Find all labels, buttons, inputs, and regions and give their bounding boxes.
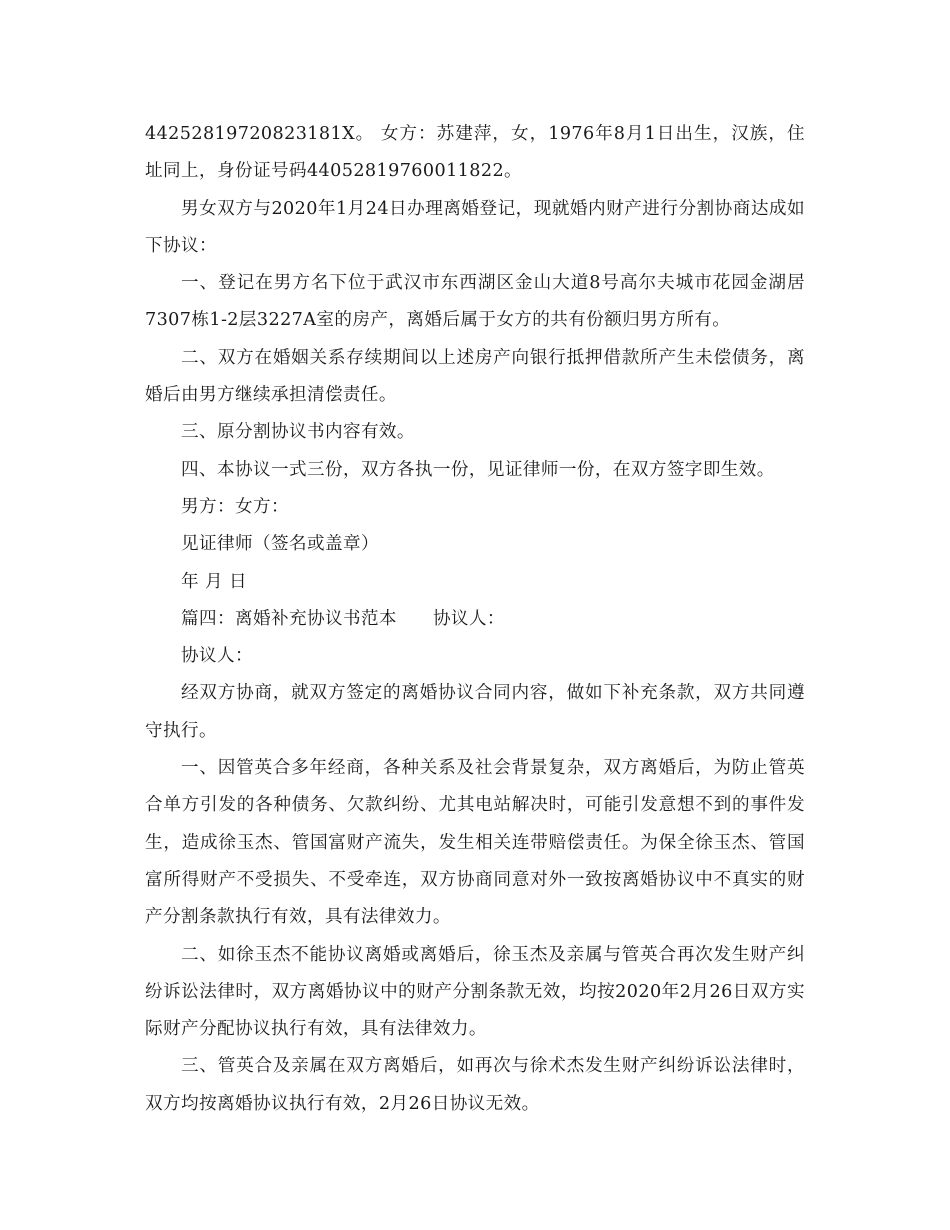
party-line: 协议人： (181, 646, 253, 667)
paragraph-clause-1: 一、登记在男方名下位于武汉市东西湖区金山大道8号高尔夫城市花园金湖居7307栋1-2层3227A室的房产，离婚后属于女方的共有份额归男方所有。 (145, 273, 805, 331)
paragraph-clause-4: 四、本协议一式三份，双方各执一份，见证律师一份，在双方签字即生效。 (181, 459, 775, 480)
paragraph-supplement-clause-1: 一、因管英合多年经商，各种关系及社会背景复杂，双方离婚后，为防止管英合单方引发的各种债务、欠款纠纷、尤其电站解决时，可能引发意想不到的事件发生，造成徐玉杰、管国富财产流失，发生相关连带赔偿责任。为保全徐玉杰、管国富所得财产不受损失、不受牵连，双方协商同意对外一致按离婚协议中不真实的财产分割条款执行有效，具有法律效力。 (145, 758, 805, 928)
paragraph-supplement-intro: 经双方协商，就双方签定的离婚协议合同内容，做如下补充条款，双方共同遵守执行。 (145, 683, 805, 741)
section-heading-part-four (145, 601, 805, 638)
paragraph-clause-3: 三、原分割协议书内容有效。 (181, 422, 415, 443)
paragraph-supplement-clause-2: 二、如徐玉杰不能协议离婚或离婚后，徐玉杰及亲属与管英合再次发生财产纠纷诉讼法律时，双方离婚协议中的财产分割条款无效，均按2020年2月26日双方实际财产分配协议执行有效，具有法律效力。 (145, 944, 805, 1040)
paragraph-supplement-clause-3: 三、管英合及亲属在双方离婚后，如再次与徐术杰发生财产纠纷诉讼法律时，双方均按离婚协议执行有效，2月26日协议无效。 (145, 1056, 805, 1114)
signature-witness-lawyer: 见证律师（签名或盖章） (181, 534, 379, 555)
signature-parties: 男方：女方： (181, 496, 289, 517)
section-heading-party: 协议人： (432, 608, 505, 629)
section-heading-title: 篇四：离婚补充协议书范本 (181, 608, 397, 629)
paragraph-preamble: 男女双方与2020年1月24日办理离婚登记，现就婚内财产进行分割协商达成如下协议： (145, 198, 805, 256)
document-body (145, 116, 805, 1123)
paragraph-party-info: 44252819720823181X。 女方：苏建萍，女，1976年8月1日出生，汉族，住址同上，身份证号码44052819760011822。 (145, 124, 805, 182)
signature-date: 年 月 日 (181, 571, 247, 592)
paragraph-clause-2: 二、双方在婚姻关系存续期间以上述房产向银行抵押借款所产生未偿债务，离婚后由男方继续承担清偿责任。 (145, 347, 805, 406)
